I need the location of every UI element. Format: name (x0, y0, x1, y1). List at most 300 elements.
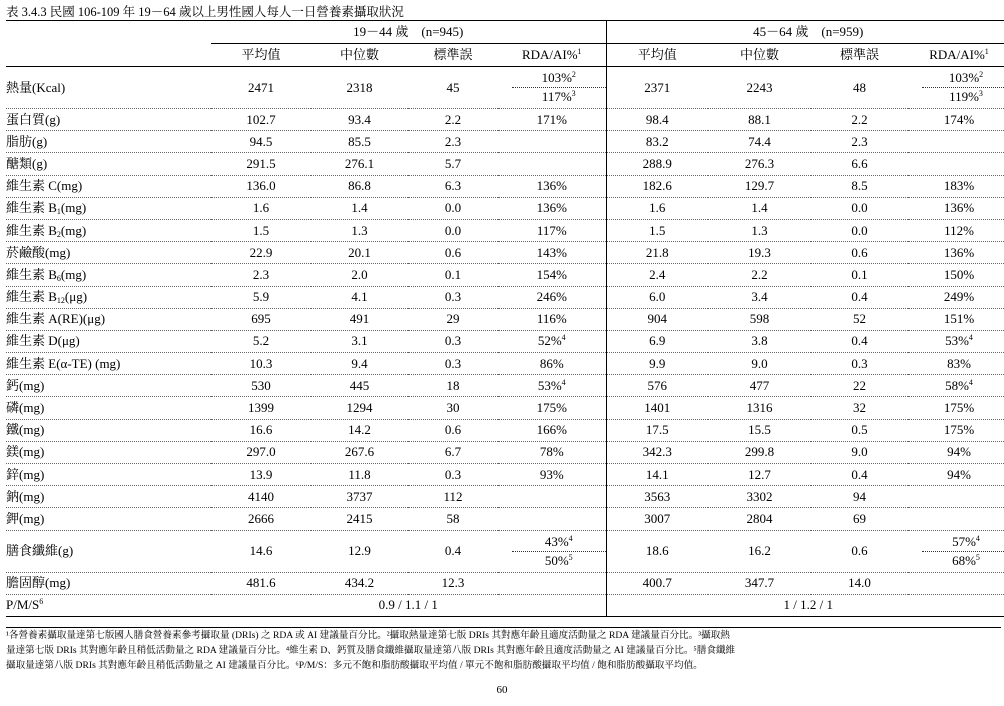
median-cell: 1294 (311, 397, 408, 419)
table-row (6, 330, 1004, 352)
rda-text: 112% (944, 222, 974, 238)
rda-top-value (922, 533, 1004, 552)
mean-cell: 3563 (606, 486, 708, 508)
median-cell: 3.1 (311, 330, 408, 352)
rda-bottom-sup: 3 (978, 89, 983, 98)
mean-cell: 5.2 (211, 330, 311, 352)
table-row (6, 131, 1004, 153)
se-cell: 0.0 (408, 197, 498, 219)
rda-split (498, 533, 606, 570)
mean-cell: 481.6 (211, 572, 311, 594)
footnote-line: 量達第七版 DRIs 其對應年齡且稍低活動量之 RDA 建議量百分比。⁴維生素 D、鈣質及膳食纖維攝取量達第八版 DRIs 其對應年齡且適度活動量之 AI 建議量百分比。⁵膳食纖維 (6, 644, 736, 656)
se-cell: 0.1 (811, 264, 908, 286)
mean-cell: 2471 (211, 67, 311, 109)
row-label (6, 286, 211, 308)
rda-cell (498, 441, 606, 463)
rda-cell (498, 153, 606, 175)
mean-cell: 291.5 (211, 153, 311, 175)
mean-cell: 182.6 (606, 175, 708, 197)
median-cell: 15.5 (708, 419, 811, 441)
mean-cell: 1.6 (211, 197, 311, 219)
row-label (6, 219, 211, 241)
mean-cell: 1.5 (211, 219, 311, 241)
rda-cell (498, 419, 606, 441)
mean-cell: 1.5 (606, 219, 708, 241)
rda-text: 58% (945, 377, 969, 393)
row-label-unit: (mg) (60, 222, 87, 238)
se-cell: 18 (408, 375, 498, 397)
median-cell: 598 (708, 308, 811, 330)
rda-cell (908, 486, 1004, 508)
rda-cell (498, 264, 606, 286)
se-cell: 6.3 (408, 175, 498, 197)
table-row (6, 67, 1004, 109)
rda-top-text: 103% (541, 70, 572, 85)
median-cell: 445 (311, 375, 408, 397)
row-label: 膽固醇(mg) (6, 572, 211, 594)
mean-cell: 530 (211, 375, 311, 397)
se-cell: 0.4 (408, 530, 498, 572)
rda-bottom-value (922, 552, 1004, 570)
mean-cell: 94.5 (211, 131, 311, 153)
rda-cell (908, 353, 1004, 375)
median-cell: 3302 (708, 486, 811, 508)
rda-text: 175% (536, 400, 567, 416)
median-cell: 2415 (311, 508, 408, 530)
se-cell: 0.3 (811, 353, 908, 375)
rda-cell (908, 397, 1004, 419)
median-cell: 477 (708, 375, 811, 397)
se-cell: 0.0 (811, 219, 908, 241)
row-label: 維生素 C(mg) (6, 175, 211, 197)
median-cell: 2.0 (311, 264, 408, 286)
rda-cell (908, 330, 1004, 352)
row-label: 鎂(mg) (6, 441, 211, 463)
median-cell: 2318 (311, 67, 408, 109)
mean-cell: 6.9 (606, 330, 708, 352)
rda-cell (498, 508, 606, 530)
rda-sup: 4 (561, 377, 566, 387)
corner-cell (6, 21, 211, 44)
mean-cell: 136.0 (211, 175, 311, 197)
median-cell: 9.0 (708, 353, 811, 375)
row-label: 菸鹼酸(mg) (6, 242, 211, 264)
se-cell: 69 (811, 508, 908, 530)
rda-text: 117% (536, 222, 567, 238)
median-cell: 1.3 (311, 219, 408, 241)
table-row (6, 175, 1004, 197)
rda-text: 52% (537, 333, 562, 349)
rda-cell (908, 441, 1004, 463)
group-header-row (6, 21, 1004, 44)
rda-cell (498, 486, 606, 508)
se-cell: 0.5 (811, 419, 908, 441)
mean-cell: 904 (606, 308, 708, 330)
mean-cell: 16.6 (211, 419, 311, 441)
median-cell: 12.9 (311, 530, 408, 572)
rda-cell (498, 197, 606, 219)
median-cell: 16.2 (708, 530, 811, 572)
table-row (6, 508, 1004, 530)
col-se: 標準誤 (408, 44, 498, 67)
mean-cell: 5.9 (211, 286, 311, 308)
mean-cell: 288.9 (606, 153, 708, 175)
se-cell: 0.0 (408, 219, 498, 241)
table-row (6, 242, 1004, 264)
rda-text: 175% (943, 400, 975, 416)
row-label: 磷(mg) (6, 397, 211, 419)
se-cell: 14.0 (811, 572, 908, 594)
median-cell: 4.1 (311, 286, 408, 308)
se-cell: 0.6 (811, 242, 908, 264)
rda-text: 116% (536, 311, 567, 327)
se-cell: 12.3 (408, 572, 498, 594)
median-cell: 85.5 (311, 131, 408, 153)
se-cell: 22 (811, 375, 908, 397)
row-label-unit: (mg) (60, 200, 87, 216)
rda-cell (908, 109, 1004, 131)
row-label-unit: (μg) (64, 289, 88, 305)
se-cell: 0.3 (408, 464, 498, 486)
footnote-line: ¹各營養素攝取量達第七版國人膳食營養素參考攝取量 (DRIs) 之 RDA 或 AI 建議量百分比。²攝取熱量達第七版 DRIs 其對應年齡且適度活動量之 RDA 建議量百分比。³攝取熱 (6, 630, 730, 641)
rda-cell (908, 419, 1004, 441)
median-cell: 2243 (708, 67, 811, 109)
rda-cell (908, 286, 1004, 308)
mean-cell: 2.4 (606, 264, 708, 286)
table-row (6, 464, 1004, 486)
rda-cell (498, 464, 606, 486)
row-label: 維生素 E(α-TE) (mg) (6, 353, 211, 375)
row-label-text: 維生素 B (6, 222, 57, 238)
mean-cell: 14.6 (211, 530, 311, 572)
row-label: 鋅(mg) (6, 464, 211, 486)
rda-top-value (512, 533, 606, 552)
table-row (6, 286, 1004, 308)
rda-cell (908, 197, 1004, 219)
median-cell: 3.4 (708, 286, 811, 308)
se-cell: 2.3 (408, 131, 498, 153)
rda-cell (908, 464, 1004, 486)
rda-top-value (922, 69, 1004, 88)
rda-text: 53% (537, 377, 562, 393)
median-cell: 129.7 (708, 175, 811, 197)
rda-text: 175% (943, 422, 975, 438)
median-cell: 434.2 (311, 572, 408, 594)
rda-top-value (512, 69, 606, 88)
median-cell: 93.4 (311, 109, 408, 131)
se-cell: 0.1 (408, 264, 498, 286)
rda-cell (498, 330, 606, 352)
rda-cell (498, 375, 606, 397)
table-row (6, 375, 1004, 397)
rda-bottom-text: 68% (952, 552, 976, 568)
rda-text: 143% (536, 244, 567, 260)
rda-bottom-sup: 3 (571, 89, 576, 98)
row-label-text: 維生素 B (6, 289, 57, 305)
median-cell: 88.1 (708, 109, 811, 131)
rda-text: 166% (536, 422, 567, 438)
rda-cell (908, 264, 1004, 286)
rda-sup: 4 (968, 377, 973, 387)
row-label: 維生素 A(RE)(μg) (6, 308, 211, 330)
table-row (6, 197, 1004, 219)
mean-cell: 102.7 (211, 109, 311, 131)
row-label: 醣類(g) (6, 153, 211, 175)
median-cell: 86.8 (311, 175, 408, 197)
nutrient-table (6, 20, 1004, 617)
row-label: 鉀(mg) (6, 508, 211, 530)
row-label: 維生素 D(μg) (6, 330, 211, 352)
mean-cell: 2371 (606, 67, 708, 109)
median-cell: 267.6 (311, 441, 408, 463)
rda-text: 93% (539, 466, 564, 482)
table-row (6, 308, 1004, 330)
table-row (6, 572, 1004, 594)
se-cell: 0.3 (408, 330, 498, 352)
pms-label-sup: 6 (39, 597, 44, 607)
col-median: 中位數 (708, 44, 811, 67)
rda-cell (498, 131, 606, 153)
rda-text: 136% (536, 200, 567, 216)
se-cell: 2.2 (811, 109, 908, 131)
se-cell: 0.6 (408, 419, 498, 441)
se-cell: 0.4 (811, 464, 908, 486)
rda-text: 78% (539, 444, 564, 460)
mean-cell: 22.9 (211, 242, 311, 264)
row-label: 膳食纖維(g) (6, 530, 211, 572)
se-cell: 6.7 (408, 441, 498, 463)
rda-split (498, 69, 606, 106)
rda-cell (908, 175, 1004, 197)
mean-cell: 1399 (211, 397, 311, 419)
mean-cell: 4140 (211, 486, 311, 508)
col-se: 標準誤 (811, 44, 908, 67)
rda-bottom-sup: 5 (975, 552, 980, 562)
median-cell: 1316 (708, 397, 811, 419)
median-cell: 1.4 (708, 197, 811, 219)
rda-cell (908, 219, 1004, 241)
rda-sup: 4 (968, 333, 973, 343)
se-cell: 45 (408, 67, 498, 109)
rda-text: 94% (947, 444, 971, 460)
median-cell: 3.8 (708, 330, 811, 352)
median-cell: 20.1 (311, 242, 408, 264)
mean-cell: 3007 (606, 508, 708, 530)
group-45-64: 45－64 歲 (n=959) (606, 21, 1004, 44)
rda-text: 83% (947, 355, 971, 371)
col-rda: RDA/AI%$^1$ (908, 44, 1004, 67)
rda-text: 183% (943, 178, 975, 194)
table-caption: 表 3.4.3 民國 106-109 年 19－64 歲以上男性國人每人一日營養素攝取狀況 (6, 5, 404, 19)
median-cell: 276.1 (311, 153, 408, 175)
mean-cell: 18.6 (606, 530, 708, 572)
pms-value-45-64: 1 / 1.2 / 1 (606, 594, 1004, 616)
se-cell: 30 (408, 397, 498, 419)
rda-text: 249% (943, 289, 975, 305)
se-cell: 112 (408, 486, 498, 508)
rda-cell (498, 572, 606, 594)
mean-cell: 83.2 (606, 131, 708, 153)
rda-text: 86% (539, 355, 564, 371)
median-cell: 19.3 (708, 242, 811, 264)
group-19-44: 19－44 歲 (n=945) (211, 21, 606, 44)
rda-top-text: 43% (544, 533, 569, 549)
table-row (6, 397, 1004, 419)
mean-cell: 98.4 (606, 109, 708, 131)
rda-cell (498, 308, 606, 330)
rda-cell (908, 530, 1004, 572)
table-row (6, 419, 1004, 441)
rda-sup: 4 (561, 333, 566, 343)
se-cell: 48 (811, 67, 908, 109)
mean-cell: 2.3 (211, 264, 311, 286)
rda-bottom-value (922, 88, 1004, 106)
rda-bottom-value (512, 552, 606, 570)
rda-cell (498, 530, 606, 572)
rda-text: 136% (536, 178, 567, 194)
mean-cell: 695 (211, 308, 311, 330)
row-label-subscript: 1 (56, 207, 61, 217)
se-cell: 8.5 (811, 175, 908, 197)
median-cell: 9.4 (311, 353, 408, 375)
rda-cell (908, 131, 1004, 153)
footnotes (6, 627, 1001, 673)
se-cell: 52 (811, 308, 908, 330)
rda-cell (498, 286, 606, 308)
mean-cell: 14.1 (606, 464, 708, 486)
table-row (6, 264, 1004, 286)
mean-cell: 2666 (211, 508, 311, 530)
rda-cell (908, 308, 1004, 330)
row-label: 鈉(mg) (6, 486, 211, 508)
row-label-subscript: 6 (56, 273, 61, 283)
se-cell: 9.0 (811, 441, 908, 463)
se-cell: 2.2 (408, 109, 498, 131)
rda-bottom-text: 50% (544, 552, 569, 568)
median-cell: 1.3 (708, 219, 811, 241)
rda-top-text: 103% (948, 70, 980, 85)
se-cell: 0.6 (811, 530, 908, 572)
median-cell: 491 (311, 308, 408, 330)
mean-cell: 6.0 (606, 286, 708, 308)
rda-top-sup: 4 (568, 533, 573, 543)
rda-bottom-value (512, 88, 606, 106)
rda-cell (908, 242, 1004, 264)
rda-cell (908, 67, 1004, 109)
rda-cell (498, 397, 606, 419)
rda-bottom-text: 119% (949, 89, 979, 104)
se-cell: 0.6 (408, 242, 498, 264)
mean-cell: 13.9 (211, 464, 311, 486)
rda-top-sup: 4 (975, 533, 980, 543)
row-label: 熱量(Kcal) (6, 67, 211, 109)
col-mean: 平均值 (606, 44, 708, 67)
rda-text: 150% (943, 266, 975, 282)
rda-bottom-text: 117% (541, 89, 572, 104)
median-cell: 347.7 (708, 572, 811, 594)
rda-text: 174% (943, 111, 975, 127)
rda-split (908, 533, 1004, 570)
median-cell: 11.8 (311, 464, 408, 486)
se-cell: 32 (811, 397, 908, 419)
median-cell: 2.2 (708, 264, 811, 286)
mean-cell: 21.8 (606, 242, 708, 264)
se-cell: 2.3 (811, 131, 908, 153)
table-row (6, 153, 1004, 175)
median-cell: 299.8 (708, 441, 811, 463)
row-label-text: 維生素 B (6, 200, 57, 216)
mean-cell: 1401 (606, 397, 708, 419)
col-mean: 平均值 (211, 44, 311, 67)
rda-cell (908, 572, 1004, 594)
row-label: 蛋白質(g) (6, 109, 211, 131)
mean-cell: 342.3 (606, 441, 708, 463)
pms-label (6, 594, 211, 616)
rda-top-sup: 2 (979, 70, 984, 79)
row-label: 脂肪(g) (6, 131, 211, 153)
row-label: 鈣(mg) (6, 375, 211, 397)
row-label: 鐵(mg) (6, 419, 211, 441)
rda-text: 136% (943, 244, 975, 260)
rda-text: 94% (947, 466, 971, 482)
mean-cell: 1.6 (606, 197, 708, 219)
se-cell: 5.7 (408, 153, 498, 175)
mean-cell: 400.7 (606, 572, 708, 594)
column-header-row (6, 44, 1004, 67)
se-cell: 58 (408, 508, 498, 530)
mean-cell: 297.0 (211, 441, 311, 463)
se-cell: 6.6 (811, 153, 908, 175)
se-cell: 0.3 (408, 353, 498, 375)
row-label (6, 197, 211, 219)
rda-cell (908, 375, 1004, 397)
pms-row (6, 594, 1004, 616)
rda-text: 154% (536, 266, 567, 282)
table-row (6, 530, 1004, 572)
table-row (6, 441, 1004, 463)
pms-value-19-44: 0.9 / 1.1 / 1 (211, 594, 606, 616)
rda-cell (908, 153, 1004, 175)
rda-cell (908, 508, 1004, 530)
corner-cell-2 (6, 44, 211, 67)
mean-cell: 17.5 (606, 419, 708, 441)
rda-text: 53% (945, 333, 969, 349)
se-cell: 94 (811, 486, 908, 508)
rda-text: 171% (536, 111, 567, 127)
median-cell: 276.3 (708, 153, 811, 175)
row-label-subscript: 2 (56, 229, 61, 239)
col-median: 中位數 (311, 44, 408, 67)
se-cell: 0.3 (408, 286, 498, 308)
rda-cell (498, 67, 606, 109)
rda-top-text: 57% (952, 533, 976, 549)
table-row (6, 219, 1004, 241)
rda-cell (498, 219, 606, 241)
se-cell: 0.4 (811, 330, 908, 352)
rda-cell (498, 242, 606, 264)
mean-cell: 10.3 (211, 353, 311, 375)
col-rda: RDA/AI%$^1$ (498, 44, 606, 67)
rda-top-sup: 2 (571, 70, 576, 79)
se-cell: 29 (408, 308, 498, 330)
table-row (6, 486, 1004, 508)
table-row (6, 109, 1004, 131)
rda-cell (498, 353, 606, 375)
rda-text: 136% (943, 200, 975, 216)
rda-text: 246% (536, 289, 567, 305)
footnote-line: 攝取量達第八版 DRIs 其對應年齡且稍低活動量之 AI 建議量百分比。⁶P/M/S：多元不飽和脂肪酸攝取平均值 / 單元不飽和脂肪酸攝取平均值 / 飽和脂肪酸攝取平均值。 (6, 659, 703, 671)
pms-label-text: P/M/S (6, 597, 40, 613)
